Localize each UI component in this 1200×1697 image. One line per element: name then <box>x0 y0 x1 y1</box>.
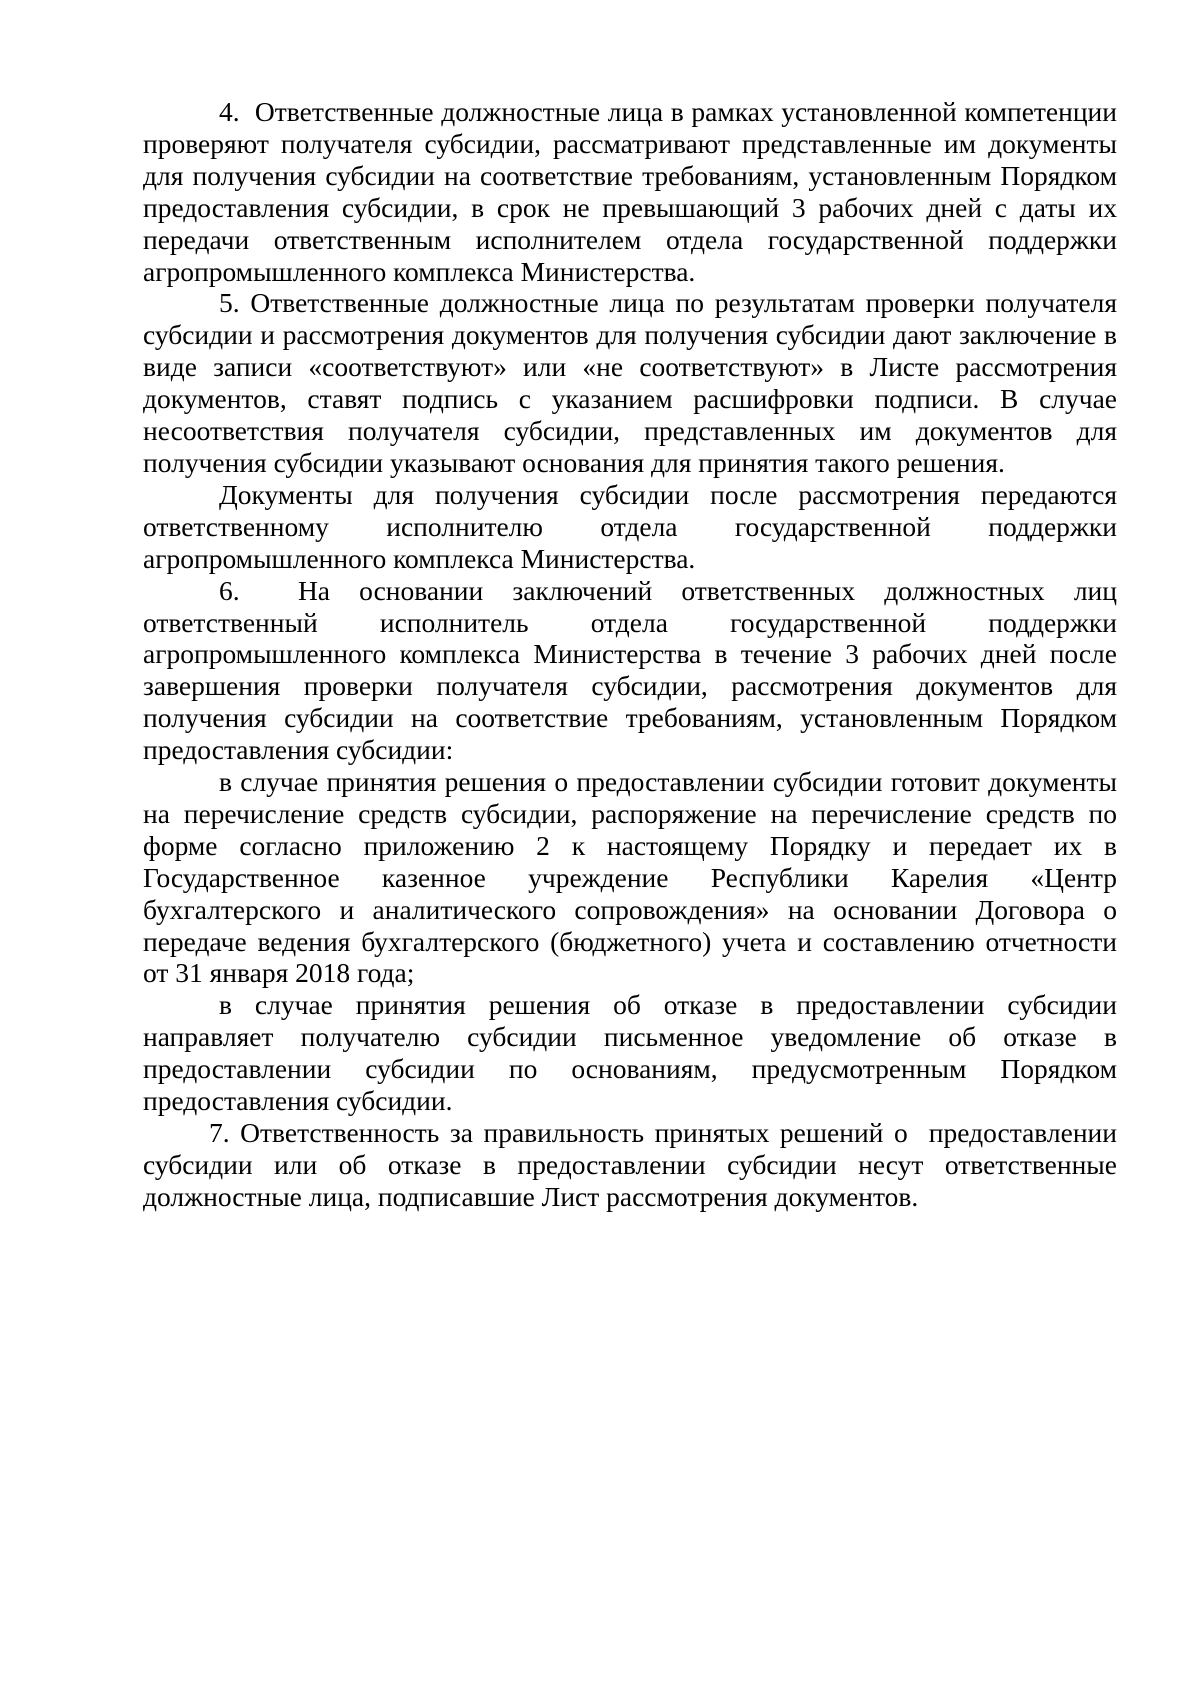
paragraph-6-case-refusal: в случае принятия решения об отказе в предоставлении субсидии направляет получателю субсидии письменное уведомление об отказе в предоставлении субсидии по основаниям, предусмотренным Порядком предоставления субсидии. <box>143 989 1117 1117</box>
paragraph-4: 4. Ответственные должностные лица в рамках установленной компетенции проверяют получателя субсидии, рассматривают представленные им документы для получения субсидии на соответствие требованиям, установленным Порядком предоставления субсидии, в срок не превышающий 3 рабочих дней с даты их передачи ответственным исполнителем отдела государственной поддержки агропромышленного комплекса Министерства. <box>143 96 1117 287</box>
paragraph-5: 5. Ответственные должностные лица по результатам проверки получателя субсидии и рассмотрения документов для получения субсидии дают заключение в виде записи «соответствуют» или «не соответствуют» в Листе рассмотрения документов, ставят подпись с указанием расшифровки подписи. В случае несоответствия получателя субсидии, представленных им документов для получения субсидии указывают основания для принятия такого решения. <box>143 287 1117 478</box>
paragraph-7: 7. Ответственность за правильность принятых решений о предоставлении субсидии или об отказе в предоставлении субсидии несут ответственные должностные лица, подписавшие Лист рассмотрения документов. <box>143 1117 1117 1212</box>
document-page <box>143 96 1117 1213</box>
paragraph-6-case-approval: в случае принятия решения о предоставлении субсидии готовит документы на перечисление средств субсидии, распоряжение на перечисление средств по форме согласно приложению 2 к настоящему Порядку и передает их в Государственное казенное учреждение Республики Карелия «Центр бухгалтерского и аналитического сопровождения» на основании Договора о передаче ведения бухгалтерского (бюджетного) учета и составлению отчетности от 31 января 2018 года; <box>143 766 1117 989</box>
paragraph-6: 6. На основании заключений ответственных должностных лиц ответственный исполнитель отдела государственной поддержки агропромышленного комплекса Министерства в течение 3 рабочих дней после завершения проверки получателя субсидии, рассмотрения документов для получения субсидии на соответствие требованиям, установленным Порядком предоставления субсидии: <box>143 574 1117 766</box>
paragraph-5-documents-transfer: Документы для получения субсидии после рассмотрения передаются ответственному исполнителю отдела государственной поддержки агропромышленного комплекса Министерства. <box>143 478 1117 574</box>
